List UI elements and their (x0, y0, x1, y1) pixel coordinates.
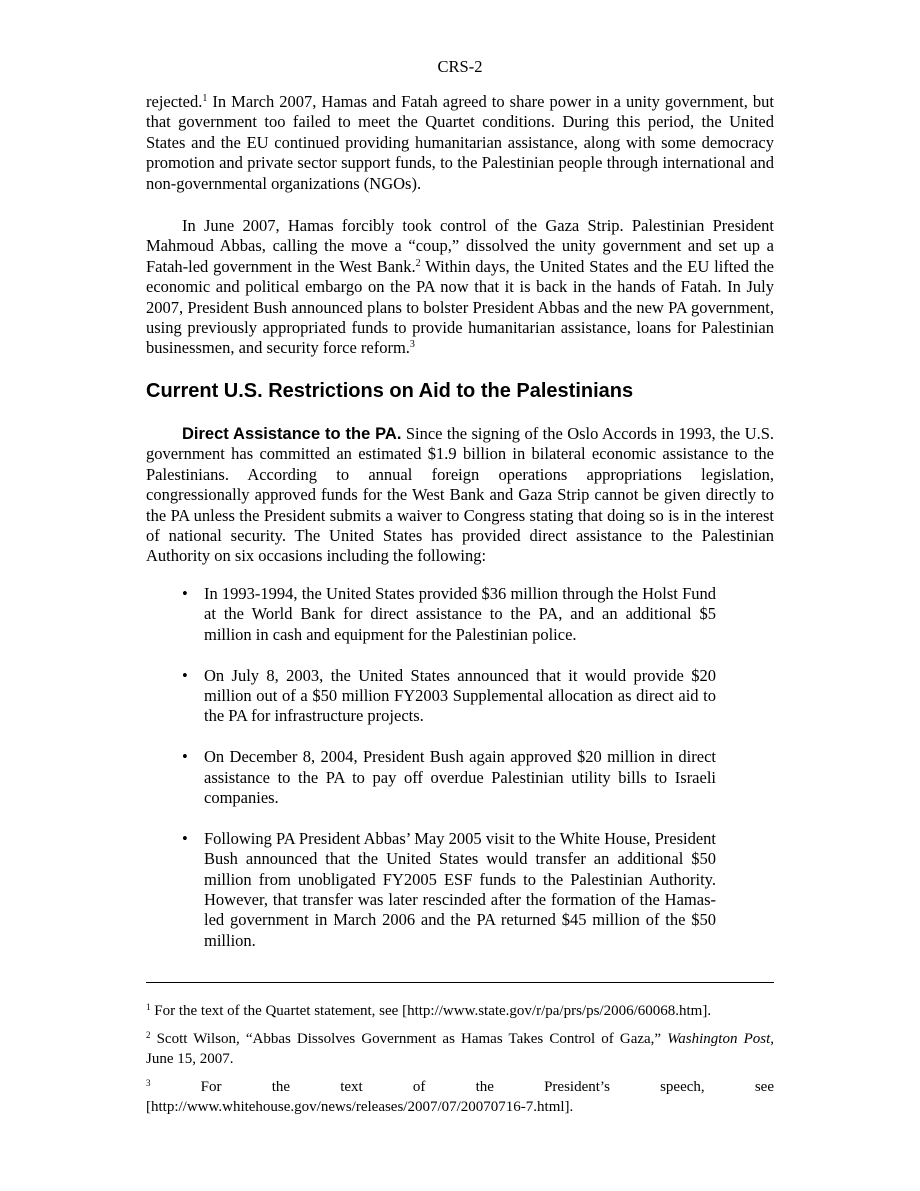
paragraph-text: Within days, the United States and the EU lifted the economic and political embargo on the PA now that it is back in the hands of Fatah. In July 2007, President Bush announced plans to bolster President Abbas and the new PA government, using previously appropriated funds to provide humanitarian assistance, loans for Palestinian businessmen, and security force reform. (146, 256, 774, 358)
footnote-text: , June 15, 2007. (146, 1031, 774, 1067)
footnote-1 (146, 1001, 774, 1021)
footnote-divider (146, 982, 774, 983)
footnote-text: For the text of the President’s speech, see [http://www.whitehouse.gov/news/releases/2007/07/20070716-7.html]. (146, 1079, 774, 1115)
list-item-text: On July 8, 2003, the United States announced that it would provide $20 million out of a $50 million FY2003 Supplemental allocation as direct aid to the PA for infrastructure projects. (204, 665, 716, 726)
footnote-number: 2 (146, 1030, 151, 1040)
footnote-2 (146, 1029, 774, 1069)
list-item-text: On December 8, 2004, President Bush again approved $20 million in direct assistance to the PA to pay off overdue Palestinian utility bills to Israeli companies. (204, 747, 716, 808)
section-heading: Current U.S. Restrictions on Aid to the Palestinians (146, 380, 634, 402)
footnote-text: Scott Wilson, “Abbas Dissolves Government as Hamas Takes Control of Gaza,” (150, 1031, 668, 1047)
list-item (182, 747, 716, 808)
list-item (182, 666, 716, 727)
runin-heading: Direct Assistance to the PA. (182, 425, 402, 443)
page-number: CRS-2 (437, 57, 483, 76)
assistance-occasions-list (182, 584, 716, 972)
paragraph-text: In March 2007, Hamas and Fatah agreed to share power in a unity government, but that government too failed to meet the Quartet conditions. During this period, the United States and the EU continued providing humanitarian assistance, along with some democracy promotion and private sector support funds, to the Palestinian people through international and non-governmental organizations (NGOs). (146, 92, 774, 193)
list-item (182, 829, 716, 951)
bullet-icon: • (182, 584, 188, 603)
list-item-text: Following PA President Abbas’ May 2005 visit to the White House, President Bush announced that the United States would transfer an additional $50 million from unobligated FY2005 ESF funds to the Palestinian Authority. However, that transfer was later rescinded after the formation of the Hamas-led government in March 2006 and the PA returned $45 million of the $50 million. (204, 828, 716, 950)
paragraph-direct-assistance (146, 424, 774, 567)
footnote-number: 3 (146, 1078, 151, 1088)
footnote-ref-3: 3 (409, 339, 415, 351)
footnotes (146, 1001, 774, 1125)
footnote-3 (146, 1077, 774, 1117)
paragraph-quartet-conditions (146, 92, 774, 194)
footnote-ref-1: 1 (202, 93, 208, 104)
bullet-icon: • (182, 828, 188, 848)
footnote-number: 1 (146, 1002, 151, 1012)
publication-title: Washington Post (667, 1031, 771, 1047)
list-item (182, 584, 716, 645)
bullet-icon: • (182, 747, 188, 767)
footnote-text: For the text of the Quartet statement, see [http://www.state.gov/r/pa/prs/ps/2006/60068.htm]. (150, 1003, 712, 1019)
paragraph-text: In June 2007, Hamas forcibly took control of the Gaza Strip. Palestinian President Mahmoud Abbas, calling the move a “coup,” dissolved the unity government and set up a Fatah-led government in the West Bank. (146, 216, 774, 276)
bullet-icon: • (182, 665, 188, 685)
paragraph-gaza-takeover (146, 216, 774, 359)
list-item-text: In 1993-1994, the United States provided $36 million through the Holst Fund at the World Bank for direct assistance to the PA, and an additional $5 million in cash and equipment for the Palestinian police. (204, 584, 716, 644)
paragraph-text: Since the signing of the Oslo Accords in 1993, the U.S. government has committed an estimated $1.9 billion in bilateral economic assistance to the Palestinians. According to annual foreign operations appropriations legislation, congressionally approved funds for the West Bank and Gaza Strip cannot be given directly to the PA unless the President submits a waiver to Congress stating that doing so is in the interest of national security. The United States has provided direct assistance to the Palestinian Authority on six occasions including the following: (146, 424, 774, 566)
paragraph-text: rejected. (146, 92, 203, 111)
footnote-ref-2: 2 (415, 257, 421, 269)
